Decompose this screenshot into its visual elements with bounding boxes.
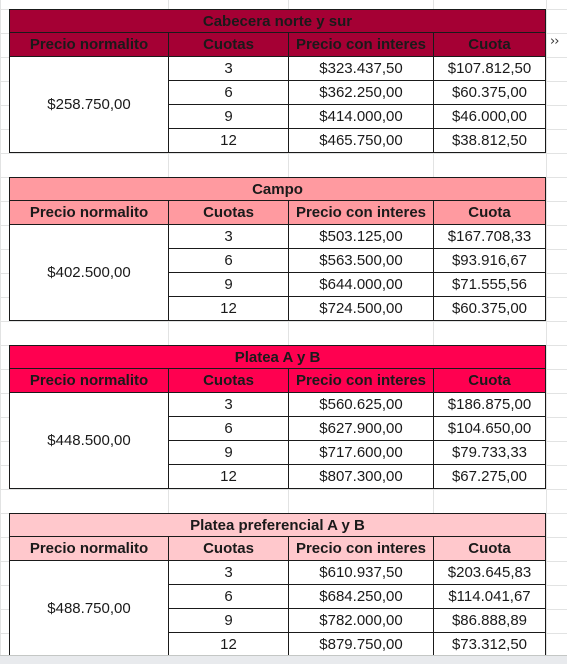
table-title[interactable]: Campo — [9, 177, 546, 201]
cuotas-cell[interactable]: 3 — [169, 561, 289, 585]
table-row — [9, 441, 546, 465]
cuota-cell[interactable]: $203.645,83 — [434, 561, 546, 585]
table-row — [9, 633, 546, 657]
table-row — [9, 297, 546, 321]
base-price-cell[interactable]: $258.750,00 — [9, 57, 169, 153]
header-precio-con-interes[interactable]: Precio con interes — [289, 201, 434, 225]
cuota-cell[interactable]: $186.875,00 — [434, 393, 546, 417]
precio-con-interes-cell[interactable]: $724.500,00 — [289, 297, 434, 321]
cuota-cell[interactable]: $93.916,67 — [434, 249, 546, 273]
cuota-cell[interactable]: $67.275,00 — [434, 465, 546, 489]
header-cuotas[interactable]: Cuotas — [169, 201, 289, 225]
cuota-cell[interactable]: $60.375,00 — [434, 297, 546, 321]
table-title[interactable]: Platea preferencial A y B — [9, 513, 546, 537]
precio-con-interes-cell[interactable]: $465.750,00 — [289, 129, 434, 153]
precio-con-interes-cell[interactable]: $560.625,00 — [289, 393, 434, 417]
cuotas-cell[interactable]: 6 — [169, 81, 289, 105]
precio-con-interes-cell[interactable]: $879.750,00 — [289, 633, 434, 657]
overflow-marker: ›› — [550, 34, 559, 49]
table-row — [9, 393, 546, 417]
price-table — [9, 513, 546, 657]
cuota-cell[interactable]: $38.812,50 — [434, 129, 546, 153]
base-price-cell[interactable]: $488.750,00 — [9, 561, 169, 657]
price-table — [9, 177, 546, 321]
header-cuota[interactable]: Cuota — [434, 33, 546, 57]
cuota-cell[interactable]: $79.733,33 — [434, 441, 546, 465]
table-row — [9, 273, 546, 297]
table-row — [9, 249, 546, 273]
precio-con-interes-cell[interactable]: $644.000,00 — [289, 273, 434, 297]
precio-con-interes-cell[interactable]: $414.000,00 — [289, 105, 434, 129]
cuotas-cell[interactable]: 9 — [169, 105, 289, 129]
table-row — [9, 225, 546, 249]
price-table — [9, 345, 546, 489]
price-table — [9, 9, 546, 153]
header-precio-normalito[interactable]: Precio normalito — [9, 201, 169, 225]
precio-con-interes-cell[interactable]: $362.250,00 — [289, 81, 434, 105]
base-price-cell[interactable]: $448.500,00 — [9, 393, 169, 489]
header-precio-con-interes[interactable]: Precio con interes — [289, 33, 434, 57]
header-precio-con-interes[interactable]: Precio con interes — [289, 369, 434, 393]
table-row — [9, 105, 546, 129]
cuotas-cell[interactable]: 6 — [169, 417, 289, 441]
cuotas-cell[interactable]: 6 — [169, 249, 289, 273]
table-row — [9, 585, 546, 609]
table-row — [9, 417, 546, 441]
header-cuotas[interactable]: Cuotas — [169, 369, 289, 393]
cuotas-cell[interactable]: 12 — [169, 465, 289, 489]
cuota-cell[interactable]: $104.650,00 — [434, 417, 546, 441]
precio-con-interes-cell[interactable]: $610.937,50 — [289, 561, 434, 585]
cuotas-cell[interactable]: 12 — [169, 129, 289, 153]
table-row — [9, 81, 546, 105]
cuotas-cell[interactable]: 3 — [169, 57, 289, 81]
cuotas-cell[interactable]: 3 — [169, 225, 289, 249]
table-header-row — [9, 537, 546, 561]
cuotas-cell[interactable]: 3 — [169, 393, 289, 417]
table-title[interactable]: Cabecera norte y sur — [9, 9, 546, 33]
header-precio-normalito[interactable]: Precio normalito — [9, 537, 169, 561]
header-cuota[interactable]: Cuota — [434, 201, 546, 225]
cuota-cell[interactable]: $60.375,00 — [434, 81, 546, 105]
cuotas-cell[interactable]: 9 — [169, 273, 289, 297]
table-header-row — [9, 369, 546, 393]
table-header-row — [9, 201, 546, 225]
header-precio-normalito[interactable]: Precio normalito — [9, 33, 169, 57]
cuota-cell[interactable]: $114.041,67 — [434, 585, 546, 609]
cuotas-cell[interactable]: 12 — [169, 297, 289, 321]
precio-con-interes-cell[interactable]: $782.000,00 — [289, 609, 434, 633]
cuota-cell[interactable]: $167.708,33 — [434, 225, 546, 249]
table-row — [9, 465, 546, 489]
precio-con-interes-cell[interactable]: $717.600,00 — [289, 441, 434, 465]
cuotas-cell[interactable]: 9 — [169, 609, 289, 633]
precio-con-interes-cell[interactable]: $563.500,00 — [289, 249, 434, 273]
table-row — [9, 129, 546, 153]
cuota-cell[interactable]: $71.555,56 — [434, 273, 546, 297]
table-row — [9, 57, 546, 81]
header-cuotas[interactable]: Cuotas — [169, 537, 289, 561]
cuota-cell[interactable]: $107.812,50 — [434, 57, 546, 81]
cuotas-cell[interactable]: 12 — [169, 633, 289, 657]
table-row — [9, 609, 546, 633]
cuota-cell[interactable]: $86.888,89 — [434, 609, 546, 633]
table-row — [9, 561, 546, 585]
header-precio-normalito[interactable]: Precio normalito — [9, 369, 169, 393]
header-cuota[interactable]: Cuota — [434, 369, 546, 393]
precio-con-interes-cell[interactable]: $807.300,00 — [289, 465, 434, 489]
precio-con-interes-cell[interactable]: $323.437,50 — [289, 57, 434, 81]
header-precio-con-interes[interactable]: Precio con interes — [289, 537, 434, 561]
base-price-cell[interactable]: $402.500,00 — [9, 225, 169, 321]
cuota-cell[interactable]: $73.312,50 — [434, 633, 546, 657]
cuota-cell[interactable]: $46.000,00 — [434, 105, 546, 129]
column-gridline — [546, 0, 547, 663]
header-cuotas[interactable]: Cuotas — [169, 33, 289, 57]
table-header-row — [9, 33, 546, 57]
cuotas-cell[interactable]: 9 — [169, 441, 289, 465]
precio-con-interes-cell[interactable]: $503.125,00 — [289, 225, 434, 249]
header-cuota[interactable]: Cuota — [434, 537, 546, 561]
cuotas-cell[interactable]: 6 — [169, 585, 289, 609]
precio-con-interes-cell[interactable]: $627.900,00 — [289, 417, 434, 441]
precio-con-interes-cell[interactable]: $684.250,00 — [289, 585, 434, 609]
table-title[interactable]: Platea A y B — [9, 345, 546, 369]
